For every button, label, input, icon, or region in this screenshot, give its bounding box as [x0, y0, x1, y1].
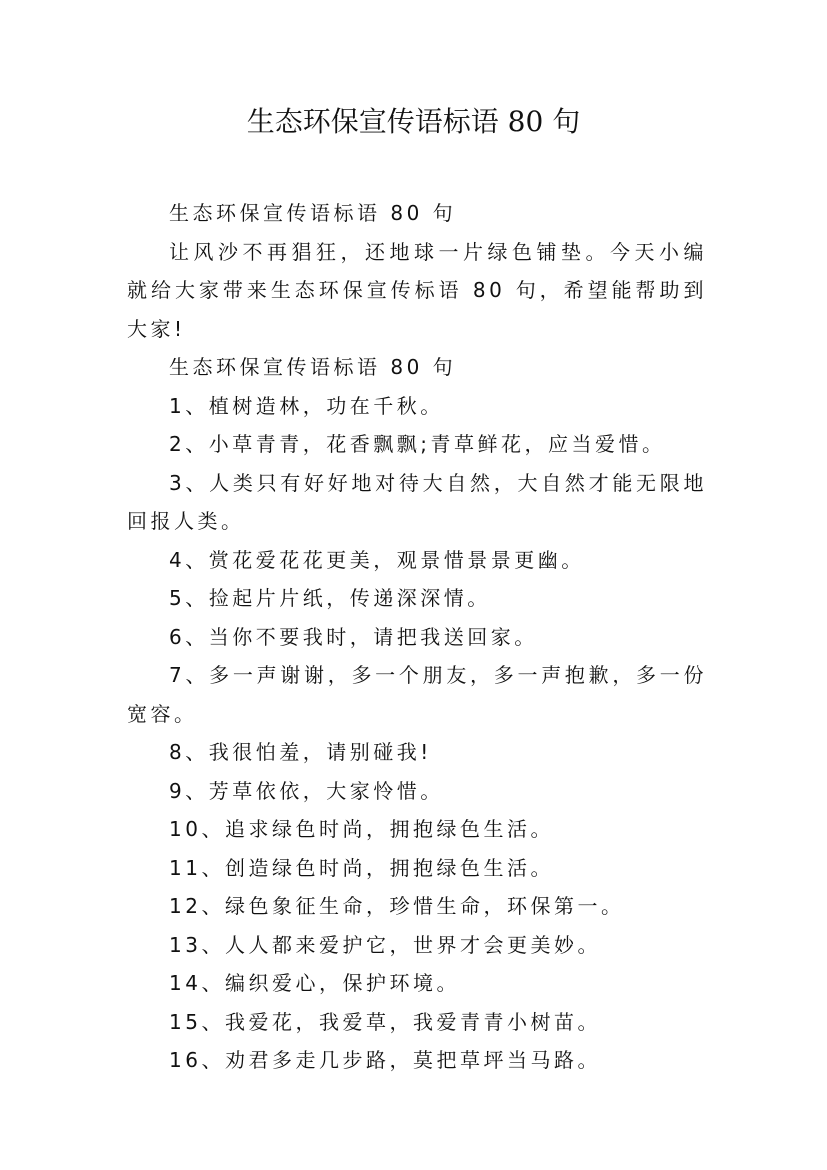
slogan-item: 15、我爱花，我爱草，我爱青青小树苗。 [169, 1009, 601, 1034]
slogan-item: 12、绿色象征生命，珍惜生命，环保第一。 [169, 894, 625, 918]
slogan-item: 2、小草青青，花香飘飘;青草鲜花，应当爱惜。 [169, 432, 666, 456]
paragraph: 生态环保宣传语标语 80 句 [169, 201, 457, 225]
slogan-item: 10、追求绿色时尚，拥抱绿色生活。 [169, 817, 554, 841]
paragraph: 让风沙不再猖狂，还地球一片绿色铺垫。今天小编就给大家带来生态环保宣传标语 80 句，希望能帮助到大家! [127, 239, 707, 341]
slogan-item: 1、植树造林，功在千秋。 [169, 393, 444, 418]
slogan-item: 7、多一声谢谢，多一个朋友，多一声抱歉，多一份宽容。 [127, 663, 707, 726]
slogan-item: 3、人类只有好好地对待大自然，大自然才能无限地回报人类。 [127, 470, 707, 533]
slogan-item: 4、赏花爱花花更美，观景惜景景更幽。 [169, 547, 585, 572]
slogan-item: 9、芳草依依，大家怜惜。 [169, 778, 444, 803]
slogan-item: 5、捡起片片纸，传递深深情。 [169, 586, 491, 610]
slogan-item: 13、人人都来爱护它，世界才会更美妙。 [169, 932, 601, 957]
document-body [127, 194, 707, 1080]
slogan-item: 14、编织爱心，保护环境。 [169, 971, 460, 995]
document-title: 生态环保宣传语标语 80 句 [246, 105, 581, 138]
slogan-item: 16、劝君多走几步路，莫把草坪当马路。 [169, 1048, 601, 1072]
slogan-item: 6、当你不要我时，请把我送回家。 [169, 624, 538, 649]
slogan-item: 8、我很怕羞，请别碰我! [169, 740, 432, 764]
paragraph: 生态环保宣传语标语 80 句 [169, 355, 457, 379]
slogan-item: 11、创造绿色时尚，拥抱绿色生活。 [169, 855, 554, 880]
